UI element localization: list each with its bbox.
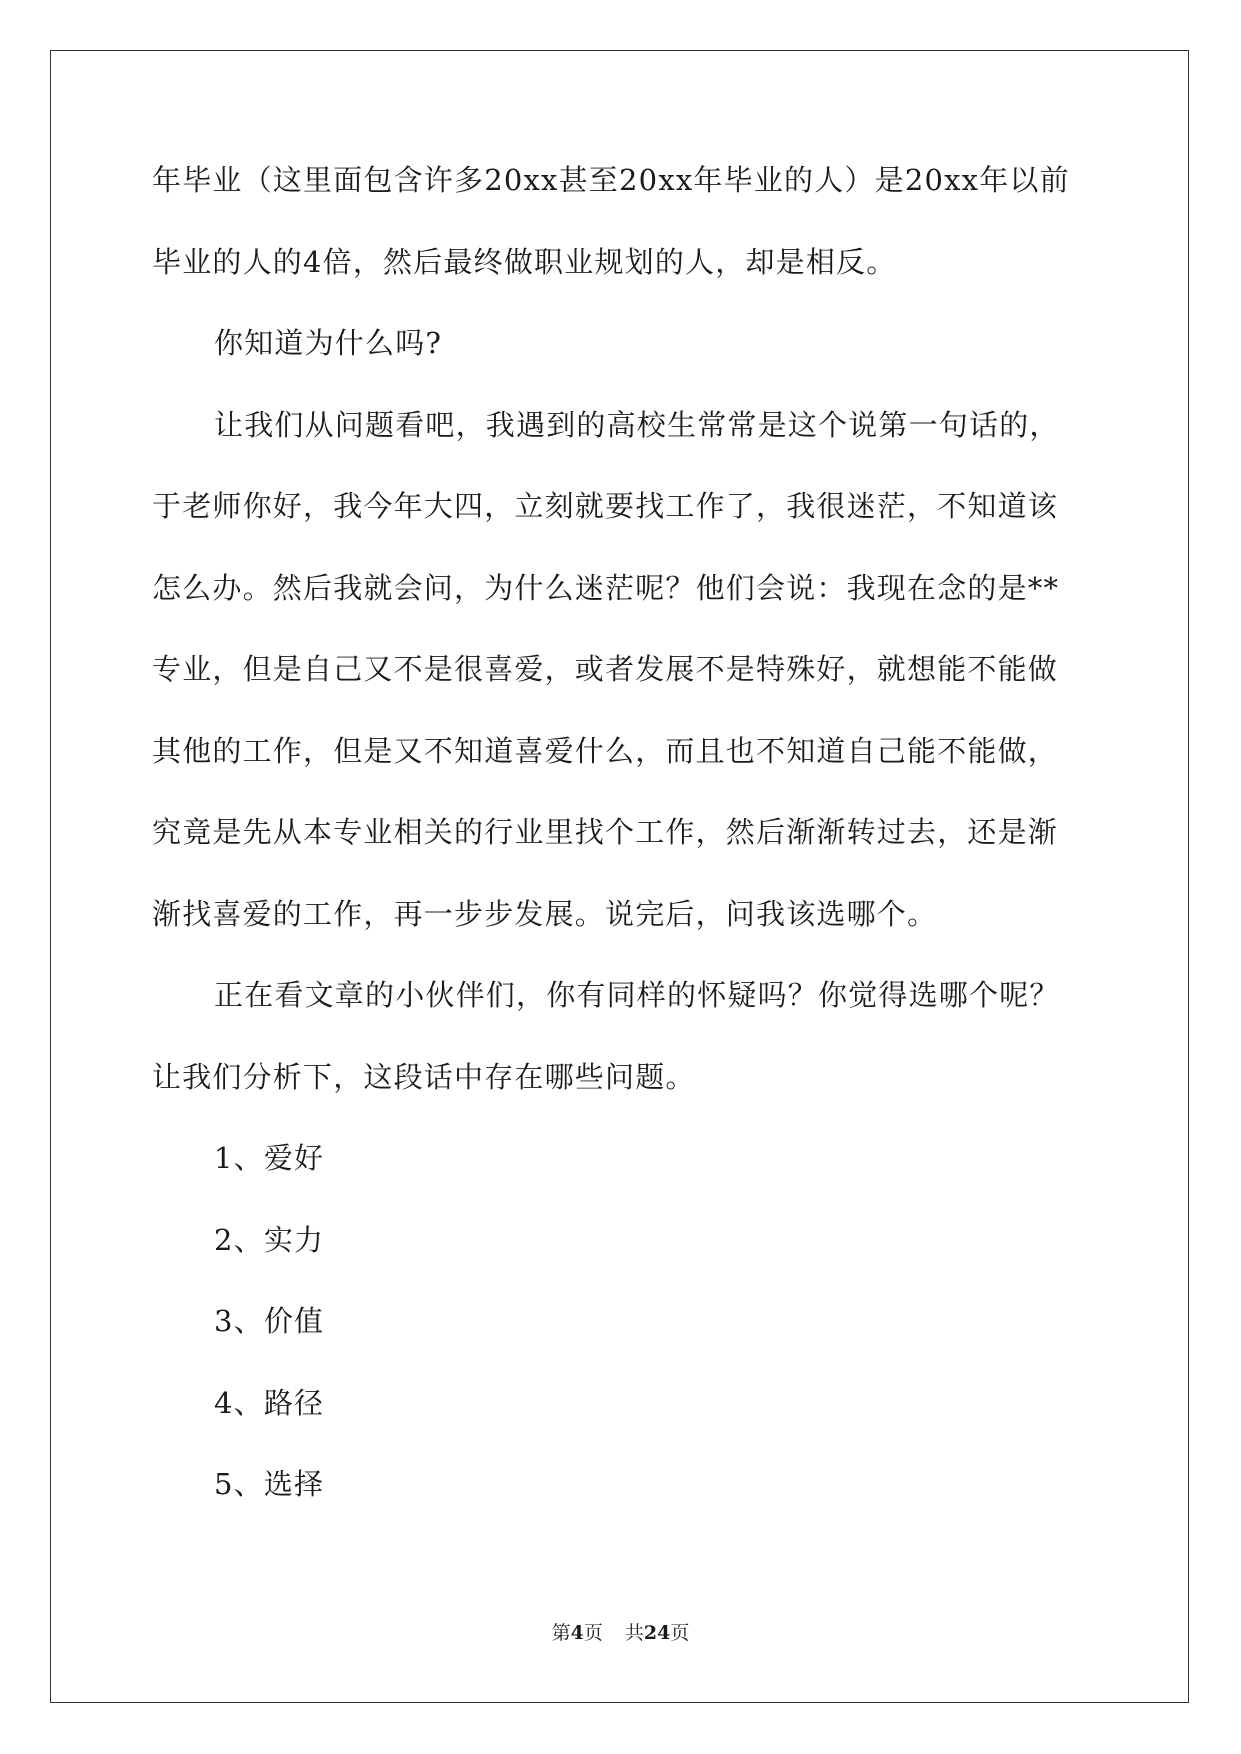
text-line: 你知道为什么吗?: [214, 326, 443, 360]
text-line: 正在看文章的小伙伴们，你有同样的怀疑吗？你觉得选哪个呢？: [214, 978, 1060, 1012]
page-footer: [0, 1618, 1241, 1645]
list-item: 4、路径: [214, 1385, 325, 1420]
list-item: 5、选择: [214, 1467, 325, 1501]
text-line: 让我们分析下，这段话中存在哪些问题。: [152, 1059, 696, 1094]
list-item: 3、价值: [214, 1304, 325, 1338]
current-page-number: 4: [570, 1622, 584, 1644]
text-line: 毕业的人的4倍，然后最终做职业规划的人，却是相反。: [152, 244, 897, 279]
text-line: 怎么办。然后我就会问，为什么迷茫呢？他们会说：我现在念的是**: [152, 570, 1060, 605]
footer-total-suffix: 页: [670, 1622, 690, 1644]
footer-page-suffix: 页: [583, 1622, 603, 1644]
list-item: 1、爱好: [214, 1141, 325, 1175]
list-item: 2、实力: [214, 1222, 325, 1257]
text-line: 其他的工作，但是又不知道喜爱什么，而且也不知道自己能不能做，: [152, 733, 1059, 768]
text-line: 专业，但是自己又不是很喜爱，或者发展不是特殊好，就想能不能做: [152, 652, 1059, 686]
text-line: 渐找喜爱的工作，再一步步发展。说完后，问我该选哪个。: [152, 896, 938, 931]
text-line: 究竟是先从本专业相关的行业里找个工作，然后渐渐转过去，还是渐: [152, 815, 1059, 849]
document-body: [152, 160, 1087, 1546]
text-line: 让我们从问题看吧，我遇到的高校生常常是这个说第一句话的，: [214, 407, 1060, 442]
footer-prefix: 第: [551, 1622, 571, 1644]
total-page-count: 24: [643, 1622, 671, 1644]
text-line: 年毕业（这里面包含许多20xx甚至20xx年毕业的人）是20xx年以前: [152, 163, 1070, 197]
text-line: 于老师你好，我今年大四，立刻就要找工作了，我很迷茫，不知道该: [152, 489, 1059, 523]
footer-total-prefix: 共: [624, 1622, 644, 1644]
